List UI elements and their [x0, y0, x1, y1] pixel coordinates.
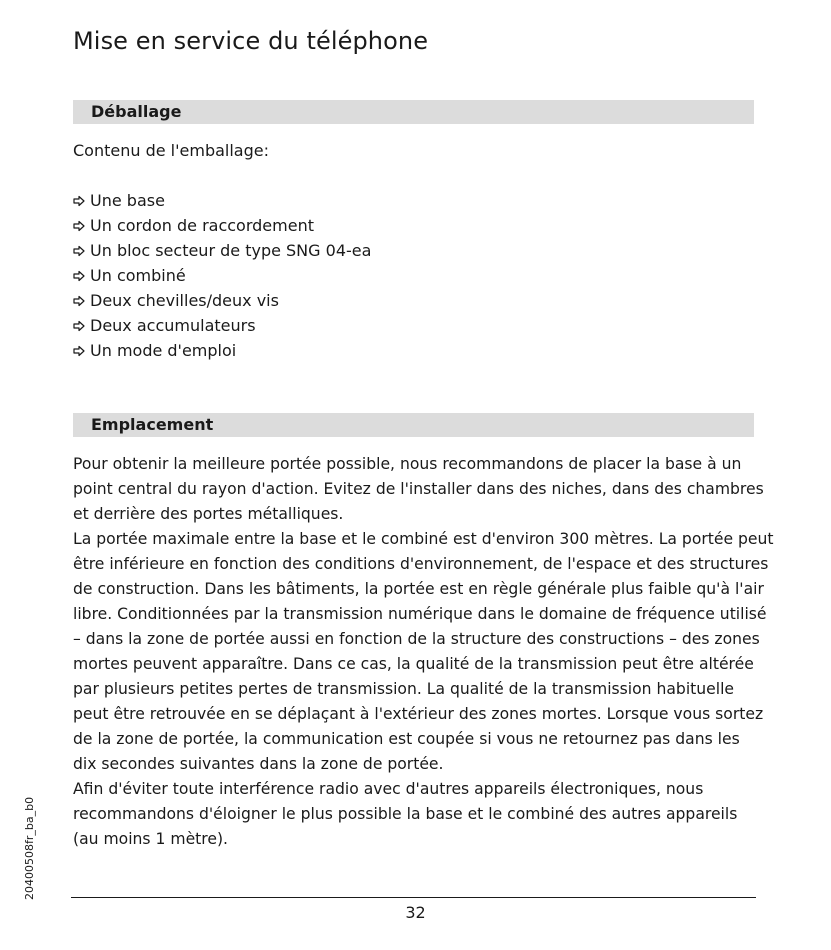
footer-divider	[71, 897, 756, 898]
list-item	[73, 338, 371, 363]
list-item-label: Un cordon de raccordement	[90, 216, 314, 235]
text-line: Pour obtenir la meilleure portée possible, nous recommandons de placer la base à un	[73, 455, 742, 473]
list-item	[73, 263, 371, 288]
arrow-right-icon	[73, 245, 85, 257]
list-item	[73, 313, 371, 338]
package-contents-list	[73, 188, 371, 363]
arrow-right-icon	[73, 345, 85, 357]
arrow-right-icon	[73, 270, 85, 282]
text-line: par plusieurs petites pertes de transmission. La qualité de la transmission habituelle	[73, 680, 735, 698]
document-code: 20400508fr_ba_b0	[23, 796, 36, 900]
page-number: 32	[405, 903, 426, 922]
text-line: libre. Conditionnées par la transmission numérique dans le domaine de fréquence utilisé	[73, 605, 767, 623]
text-line: recommandons d'éloigner le plus possible la base et le combiné des autres appareils	[73, 805, 738, 823]
text-line: peut être retrouvée en se déplaçant à l'extérieur des zones mortes. Lorsque vous sortez	[73, 705, 764, 723]
text-line: de la zone de portée, la communication est coupée si vous ne retournez pas dans les	[73, 730, 740, 748]
text-line: dix secondes suivantes dans la zone de portée.	[73, 755, 444, 773]
list-item-label: Deux chevilles/deux vis	[90, 291, 279, 310]
list-item-label: Un mode d'emploi	[90, 341, 237, 360]
list-item	[73, 188, 371, 213]
list-item	[73, 238, 371, 263]
list-item-label: Un combiné	[90, 266, 186, 285]
arrow-right-icon	[73, 195, 85, 207]
placement-paragraph	[73, 452, 774, 852]
text-line: être inférieure en fonction des conditions d'environnement, de l'espace et des structures	[73, 555, 769, 573]
text-line: de construction. Dans les bâtiments, la portée est en règle générale plus faible qu'à l'air	[73, 580, 764, 598]
arrow-right-icon	[73, 220, 85, 232]
list-item	[73, 213, 371, 238]
list-item-label: Un bloc secteur de type SNG 04-ea	[90, 241, 372, 260]
text-line: mortes peuvent apparaître. Dans ce cas, la qualité de la transmission peut être altérée	[73, 655, 754, 673]
section-header-placement: Emplacement	[73, 413, 754, 437]
arrow-right-icon	[73, 295, 85, 307]
text-line: Afin d'éviter toute interférence radio avec d'autres appareils électroniques, nous	[73, 780, 704, 798]
text-line: (au moins 1 mètre).	[73, 830, 228, 848]
arrow-right-icon	[73, 320, 85, 332]
text-line: – dans la zone de portée aussi en fonction de la structure des constructions – des zones	[73, 630, 760, 648]
text-line: La portée maximale entre la base et le combiné est d'environ 300 mètres. La portée peut	[73, 530, 774, 548]
package-contents-intro: Contenu de l'emballage:	[73, 141, 269, 160]
text-line: et derrière des portes métalliques.	[73, 505, 344, 523]
page-title: Mise en service du téléphone	[73, 27, 429, 55]
section-header-unpacking: Déballage	[73, 100, 754, 124]
list-item-label: Deux accumulateurs	[90, 316, 256, 335]
list-item-label: Une base	[90, 191, 165, 210]
list-item	[73, 288, 371, 313]
text-line: point central du rayon d'action. Evitez de l'installer dans des niches, dans des chambres	[73, 480, 764, 498]
